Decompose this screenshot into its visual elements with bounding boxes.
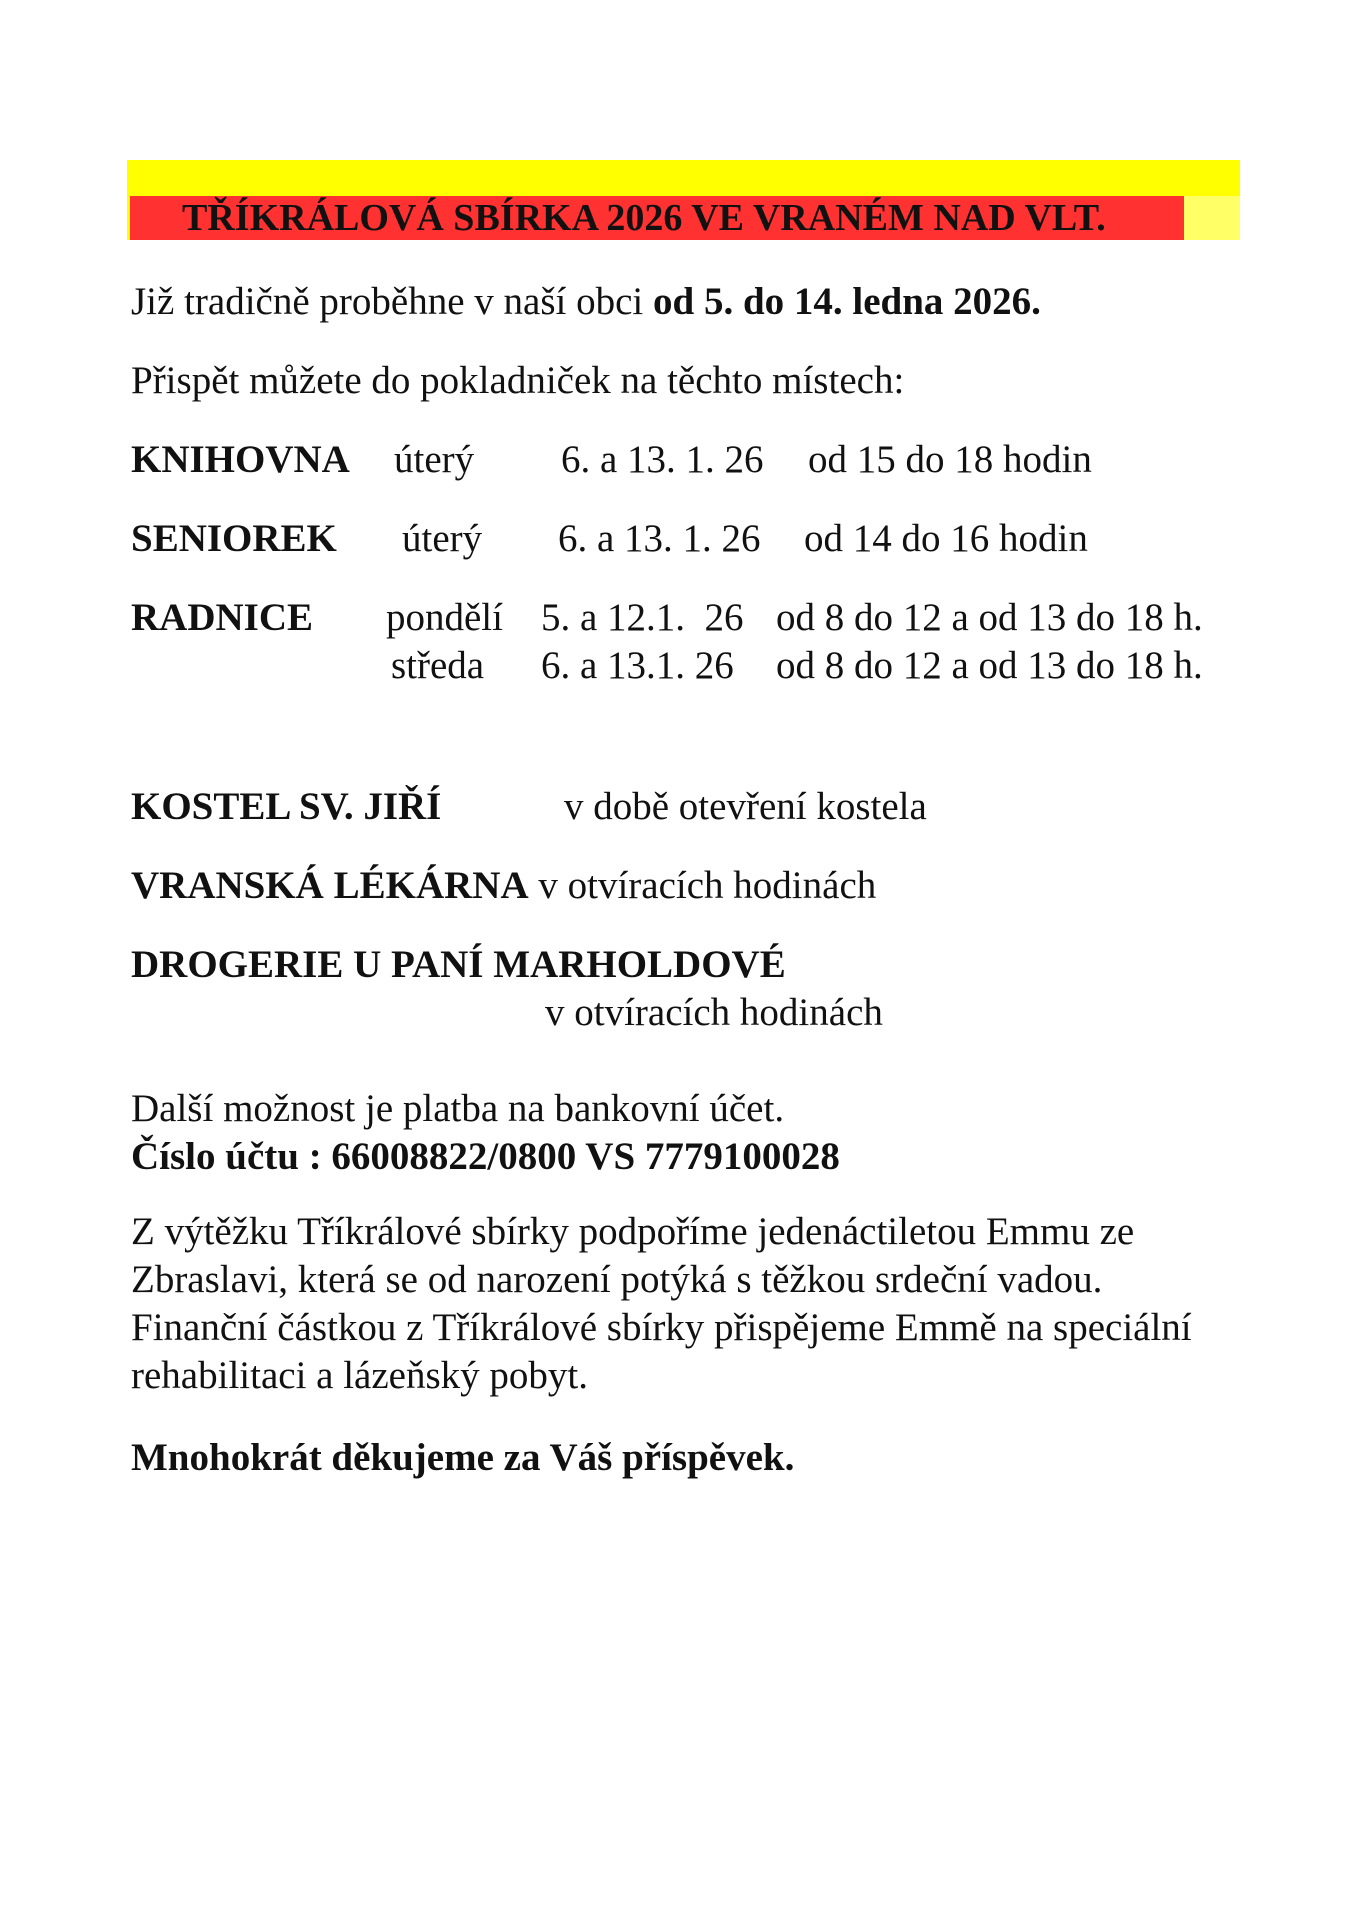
page-title: TŘÍKRÁLOVÁ SBÍRKA 2026 VE VRANÉM NAD VLT. bbox=[182, 197, 1106, 239]
bank-line: Další možnost je platba na bankovní účet. bbox=[131, 1087, 785, 1130]
schedule-day-seniorek: úterý bbox=[402, 517, 483, 560]
contribute-line: Přispět můžete do pokladniček na těchto místech: bbox=[131, 359, 905, 402]
schedule-dates-seniorek: 6. a 13. 1. 26 bbox=[558, 517, 761, 560]
note-drogerie: v otvíracích hodinách bbox=[545, 991, 883, 1034]
place-kostel: KOSTEL SV. JIŘÍ bbox=[131, 785, 442, 828]
schedule-place-knihovna: KNIHOVNA bbox=[131, 438, 350, 481]
title-banner-highlight-end bbox=[1184, 196, 1240, 240]
schedule-hours-seniorek: od 14 do 16 hodin bbox=[804, 517, 1088, 560]
lekarna-line bbox=[131, 866, 876, 905]
schedule-dates-radnice-2: 6. a 13.1. 26 bbox=[541, 644, 734, 687]
intro-dates: od 5. do 14. ledna 2026. bbox=[653, 280, 1041, 323]
schedule-day-knihovna: úterý bbox=[394, 438, 475, 481]
schedule-day-radnice-1: pondělí bbox=[386, 596, 503, 639]
purpose-paragraph: Z výtěžku Tříkrálové sbírky podpoříme jedenáctiletou Emmu ze Zbraslavi, která se od narození potýká s těžkou srdeční vadou. Finanční částkou z Tříkrálové sbírky přispějeme Emmě na speciální rehabilitaci a lázeňský pobyt. bbox=[131, 1210, 1192, 1397]
schedule-day-radnice-2: středa bbox=[391, 644, 485, 687]
place-drogerie: DROGERIE U PANÍ MARHOLDOVÉ bbox=[131, 943, 786, 986]
note-kostel: v době otevření kostela bbox=[564, 785, 927, 828]
thanks-line: Mnohokrát děkujeme za Váš příspěvek. bbox=[131, 1436, 795, 1479]
schedule-place-radnice: RADNICE bbox=[131, 596, 314, 639]
intro-line bbox=[131, 282, 1041, 321]
bank-account: Číslo účtu : 66008822/0800 VS 7779100028 bbox=[131, 1135, 840, 1178]
place-lekarna: VRANSKÁ LÉKÁRNA bbox=[131, 864, 529, 907]
schedule-place-seniorek: SENIOREK bbox=[131, 517, 337, 560]
intro-text: Již tradičně proběhne v naší obci bbox=[131, 280, 653, 323]
schedule-dates-knihovna: 6. a 13. 1. 26 bbox=[561, 438, 764, 481]
schedule-hours-radnice-2: od 8 do 12 a od 13 do 18 h. bbox=[776, 644, 1203, 687]
schedule-hours-radnice-1: od 8 do 12 a od 13 do 18 h. bbox=[776, 596, 1203, 639]
note-lekarna: v otvíracích hodinách bbox=[538, 864, 877, 907]
schedule-hours-knihovna: od 15 do 18 hodin bbox=[808, 438, 1092, 481]
schedule-dates-radnice-1: 5. a 12.1. 26 bbox=[541, 596, 744, 639]
